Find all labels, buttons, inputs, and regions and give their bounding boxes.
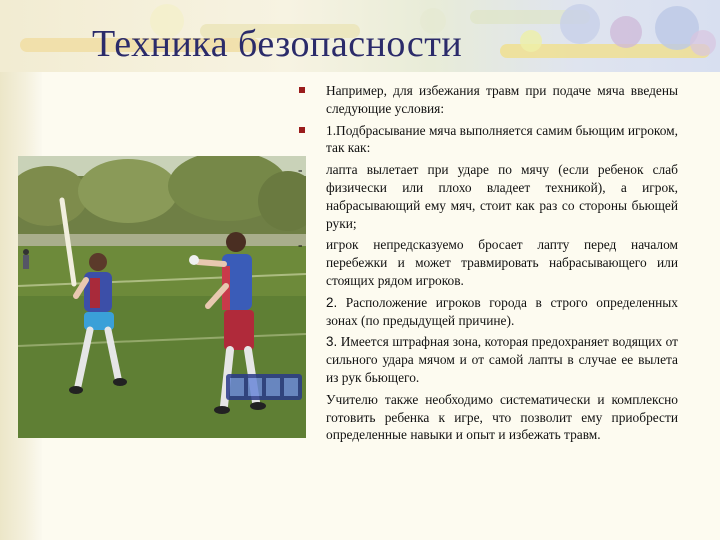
item-number: 3. [326,334,338,350]
item-number: 2. [326,294,338,310]
lapta-game-photo [18,156,306,438]
list-item [296,333,678,386]
item-text: Имеется штрафная зона, которая предохраняет водящих от сильного удара мячом и от самой лапты в случае ее вылета из рук бьющего. [326,334,678,385]
item-text: 1.Подбрасывание мяча выполняется самим бьющим игроком, так как: [326,122,678,156]
item-text: игрок непредсказуемо бросает лапту перед началом перебежки и может травмировать набрасывающего или стоящих рядом игроков. [326,237,678,288]
square-bullet-icon [299,87,305,93]
square-bullet-icon [299,127,305,133]
list-item [296,161,678,232]
dash-marker: - [298,237,303,253]
item-text: Учителю также необходимо систематически и комплексно готовить ребенка к игре, что позволит ему приобрести определенные навыки и опыт и избежать травм. [326,391,678,443]
slide-content [296,82,678,448]
list-item [296,82,678,118]
item-text: Расположение игроков города в строго определенных зонах (по предыдущей причине). [326,294,678,328]
list-item [296,236,678,289]
item-text: лапта вылетает при ударе по мячу (если ребенок слаб физически или плохо владеет техникой), а игрок, набрасывающий ему мяч, стоит как раз со стороны бьющей руки; [326,162,678,231]
dash-marker: - [298,162,303,178]
slide-title: Техника безопасности [92,23,463,65]
list-item [296,122,678,158]
list-item [296,391,678,444]
list-item [296,294,678,330]
tv-logo [226,374,302,400]
item-text: Например, для избежания травм при подаче мяча введены следующие условия: [326,83,678,116]
